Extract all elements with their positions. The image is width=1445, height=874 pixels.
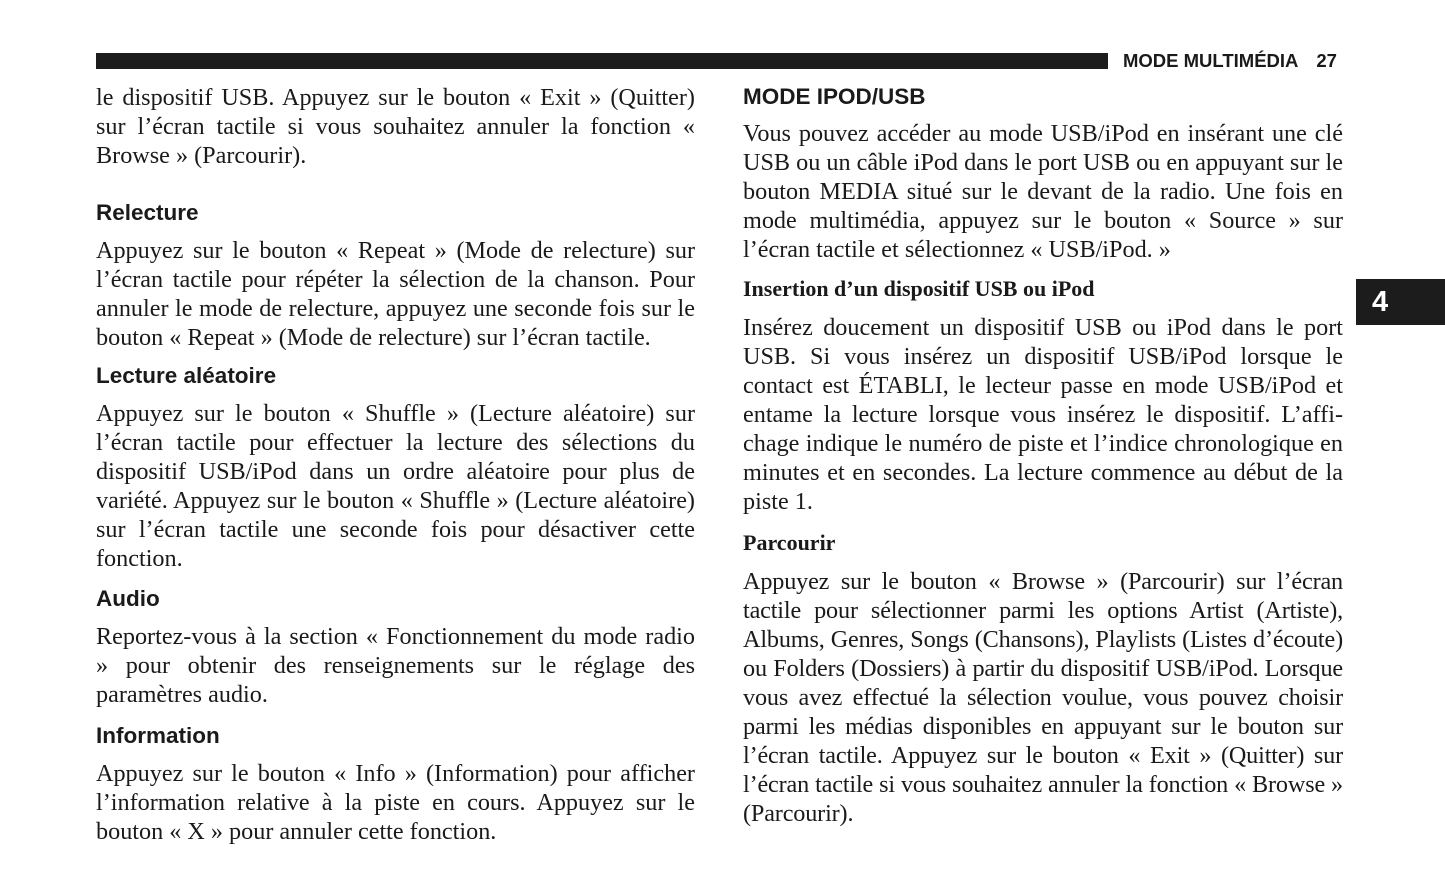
- chapter-number: 4: [1372, 286, 1389, 318]
- chapter-tab: [1356, 279, 1445, 325]
- heading-parcourir: Parcourir: [743, 530, 836, 555]
- left-column: [96, 83, 695, 846]
- heading-mode-ipod-usb: MODE IPOD/USB: [743, 84, 926, 109]
- heading-information: Information: [96, 723, 220, 748]
- paragraph-parcourir: Appuyez sur le bouton « Browse » (Parcourir) sur l’écran tactile pour sélectionner parmi les options Artist (Artiste), Albums, Genres, Songs (Chansons), Playlists (Listes d’écoute) ou Folders (Dossiers) à partir du dispositif USB/iPod. Lorsque vous avez effectué la sélection voulue, vous pouvez choisir parmi les médias disponibles en appuyant sur le bouton sur l’écran tactile. Appuyez sur le bouton « Exit » (Quitter) sur l’écran tactile si vous souhaitez annuler la fonction « Browse » (Parcourir).: [743, 568, 1343, 827]
- running-header: [1123, 49, 1337, 73]
- header-rule: [96, 53, 1108, 69]
- heading-relecture: Relecture: [96, 200, 199, 225]
- paragraph-lecture-aleatoire: Appuyez sur le bouton « Shuffle » (Lecture aléatoire) sur l’écran tactile pour effectuer la lecture des sélections du dispositif USB/iPod dans un ordre aléatoire pour plus de variété. Appuyez sur le bouton « Shuffle » (Lecture aléatoire) sur l’écran tactile une seconde fois pour désactiver cette fonction.: [96, 400, 695, 572]
- heading-audio: Audio: [96, 586, 160, 611]
- paragraph-information: Appuyez sur le bouton « Info » (Information) pour afficher l’information relative à la piste en cours. Appuyez sur le bouton « X » pour annuler cette fonction.: [96, 760, 695, 845]
- section-title: MODE MULTIMÉDIA: [1123, 50, 1299, 71]
- paragraph-insertion: Insérez doucement un dispositif USB ou iPod dans le port USB. Si vous insérez un dispositif USB/iPod lorsque le contact est ÉTABLI, le lecteur passe en mode USB/iPod et entame la lecture lorsque vous insérez le dispositif. L’affichage indique le numéro de piste et l’indice chronologique en minutes et en secondes. La lecture commence au début de la piste 1.: [743, 314, 1343, 515]
- heading-lecture-aleatoire: Lecture aléatoire: [96, 363, 277, 388]
- intro-paragraph: le dispositif USB. Appuyez sur le bouton « Exit » (Quitter) sur l’écran tactile si vous souhaitez annuler la fonction « Browse » (Parcourir).: [96, 84, 695, 169]
- heading-insertion: Insertion d’un dispositif USB ou iPod: [743, 276, 1095, 301]
- page-number: 27: [1316, 50, 1337, 71]
- paragraph-audio: Reportez-vous à la section « Fonctionnement du mode radio » pour obtenir des renseignements sur le réglage des paramètres audio.: [96, 623, 695, 708]
- paragraph-relecture: Appuyez sur le bouton « Repeat » (Mode de relecture) sur l’écran tactile pour répéter la sélection de la chanson. Pour annuler le mode de relecture, appuyez une seconde fois sur le bouton « Repeat » (Mode de relecture) sur l’écran tactile.: [96, 237, 695, 351]
- right-column: [743, 83, 1343, 828]
- paragraph-mode-ipod-usb: Vous pouvez accéder au mode USB/iPod en insérant une clé USB ou un câble iPod dans le port USB ou en appuyant sur le bouton MEDIA situé sur le devant de la radio. Une fois en mode multimédia, appuyez sur le bouton « Source » sur l’écran tactile et sélectionnez « USB/iPod. »: [743, 120, 1343, 263]
